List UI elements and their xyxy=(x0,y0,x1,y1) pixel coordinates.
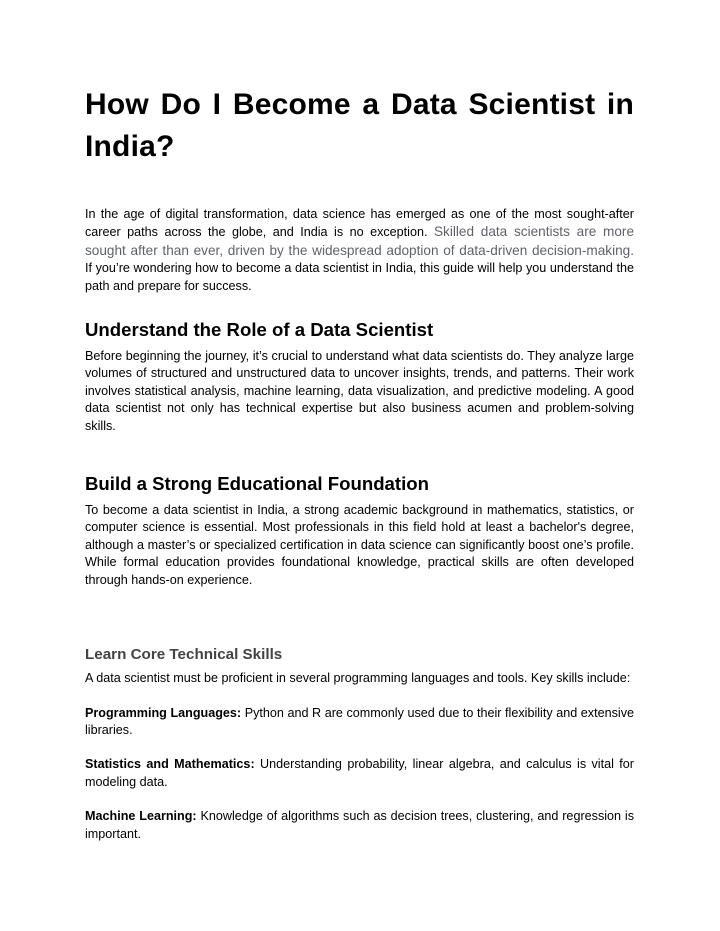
section-intro-technical-skills: A data scientist must be proficient in several programming languages and tools. Key skills include: xyxy=(85,671,631,686)
skill-item xyxy=(85,705,634,740)
section-body-role: Before beginning the journey, it’s crucial to understand what data scientists do. They analyze large volumes of structured and unstructured data to uncover insights, trends, and patterns. Their work involves statistical analysis, machine learning, data visualization, and predictive modeling. A good data scientist not only has technical expertise but also business acumen and problem-solving skills. xyxy=(85,349,634,433)
skill-text: Python and R are commonly used due to their flexibility and extensive libraries. xyxy=(85,705,634,737)
document-page xyxy=(85,84,634,843)
skill-text: Understanding probability, linear algebra, and calculus is vital for modeling data. xyxy=(85,757,634,789)
intro-highlight-text: Skilled data scientists are more sought after than ever, driven by the widespread adoption of data-driven decision-making. xyxy=(85,224,635,258)
skill-text: Knowledge of algorithms such as decision trees, clustering, and regression is important. xyxy=(85,809,635,841)
section-heading-technical-skills: Learn Core Technical Skills xyxy=(85,646,283,664)
intro-text-2: If you’re wondering how to become a data scientist in India, this guide will help you understand the path and prepare for success. xyxy=(85,261,634,293)
skill-label: Machine Learning: xyxy=(85,809,197,824)
section-heading-role: Understand the Role of a Data Scientist xyxy=(85,319,434,341)
section-body-education: To become a data scientist in India, a strong academic background in mathematics, statistics, or computer science is essential. Most professionals in this field hold at least a bachelor's degree, although a master’s or specialized certification in data science can significantly boost one’s profile. While formal education provides foundational knowledge, practical skills are often developed through hands-on experience. xyxy=(85,503,634,587)
skill-item xyxy=(85,808,634,843)
skill-item xyxy=(85,756,634,791)
intro-paragraph xyxy=(85,206,634,295)
skill-label: Statistics and Mathematics: xyxy=(85,757,255,772)
intro-text-1: In the age of digital transformation, data science has emerged as one of the most sought-after career paths across the globe, and India is no exception. xyxy=(85,207,634,240)
skill-label: Programming Languages: xyxy=(85,705,242,720)
section-heading-education: Build a Strong Educational Foundation xyxy=(85,473,429,495)
page-title: How Do I Become a Data Scientist in India? xyxy=(85,88,634,163)
